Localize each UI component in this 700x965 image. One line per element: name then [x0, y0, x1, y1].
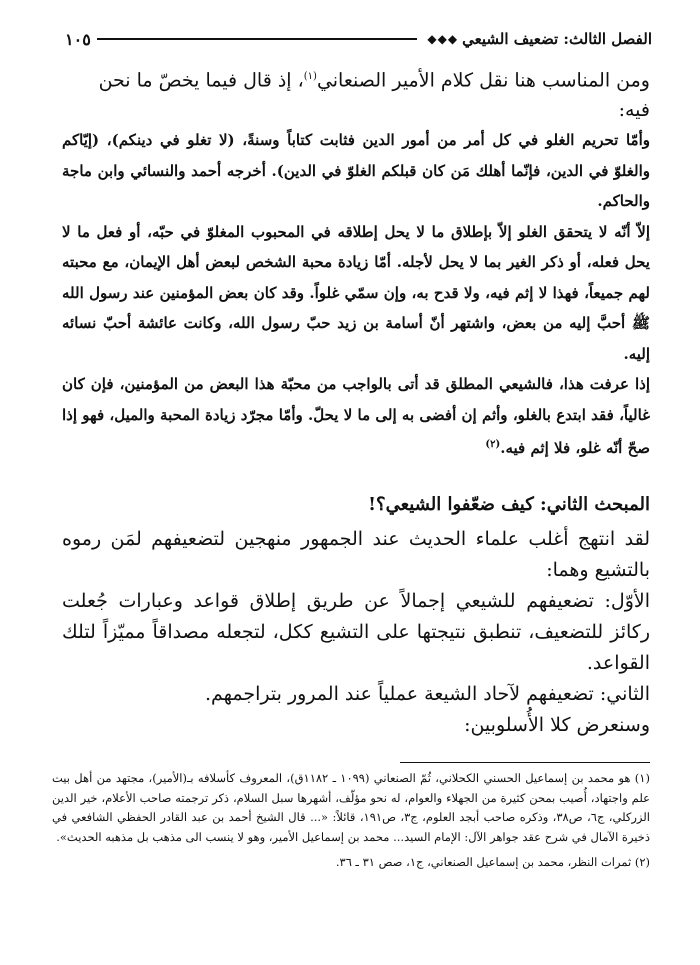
section-paragraph-1: لقد انتهج أغلب علماء الحديث عند الجمهور منهجين لتضعيفهم لمَن رموه بالتشيع وهما:: [62, 527, 650, 581]
section-paragraph-3: الثاني: تضعيفهم لآحاد الشيعة عملياً عند المرور بتراجمهم.: [204, 682, 650, 705]
quote-paragraph-3-text: إذا عرفت هذا، فالشيعي المطلق قد أتى بالواجب من محبّة هذا البعض من المؤمنين، فإن كان غالياً، فقد ابتدع بالغلو، وأثم إن أفضى به إلى ما لا يحلّ. وأمّا مجرّد زيادة المحبة والميل، فهو إذا صحّ أنّه غلو، فلا إثم فيه.: [62, 375, 650, 458]
section-paragraph-2: الأوّل: تضعيفهم للشيعي إجمالاً عن طريق إطلاق قواعد وعبارات جُعلت ركائز للتضعيف، تنطبق نتيجتها على التشيع ككل، لتجعله مصداقاً مميّزاً لتلك القواعد.: [62, 589, 650, 674]
footnote-2: (٢) ثمرات النظر، محمد بن إسماعيل الصنعاني، ج١، صص ٣١ ـ ٣٦.: [335, 855, 650, 869]
chapter-title: الفصل الثالث: تضعيف الشيعي: [462, 30, 652, 48]
quote-paragraph-1: وأمّا تحريم الغلو في كل أمر من أمور الدين فثابت كتاباً وسنةً، (لا تغلو في دينكم)، (إيّاكم والغلوّ في الدين، فإنّما أهلك مَن كان قبلكم الغلوّ في الدين). أخرجه أحمد والنسائي وابن ماجة والحاكم.: [62, 131, 650, 211]
intro-text-end: ، إذ قال فيما يخصّ ما نحن فيه:: [98, 69, 650, 122]
section-body: [62, 524, 650, 741]
footnotes: [52, 762, 650, 873]
diamond-ornament-icon: ◆◆◆: [427, 32, 459, 46]
page-body: [62, 62, 650, 741]
section-paragraph-4: وسنعرض كلا الأُسلوبين:: [464, 713, 650, 736]
quote-paragraph-3: [62, 369, 650, 464]
intro-paragraph: [62, 62, 650, 125]
footnote-1: (١) هو محمد بن إسماعيل الحسني الكحلاني، ثُمّ الصنعاني (١٠٩٩ ـ ١١٨٢ق)، المعروف كأسلافه بـ(الأمير)، مجتهد من أهل بيت علم واجتهاد، أُصيب بمحن كثيرة من الجهلاء والعوام، له نحو مؤلّف، أشهرها سبل السلام، ذكر ترجمته صاحب الأعلام، خير الدين الزركلي، ج٦، ص٣٨، وذكره صاحب أبجد العلوم، ج٣، ص١٩١، قائلاً: «... قال الشيخ أحمد بن عبد القادر الحفظي الشافعي في ذخيرة الآمال في شرح عقد جواهر الآل: الإمام السيد... محمد بن إسماعيل الأمير، وهو لا ينسب الى مذهب بل مذهبه الحديث».: [52, 771, 650, 844]
section-heading: المبحث الثاني: كيف ضعّفوا الشيعي؟!: [368, 493, 650, 515]
footnote-ref-2[interactable]: (٢): [485, 439, 501, 451]
running-header: [65, 28, 652, 50]
header-rule: [97, 38, 418, 40]
quote-paragraph-2: إلاّ أنّه لا يتحقق الغلو إلاّ بإطلاق ما لا يحل إطلاقه في المحبوب المغلوّ في حبّه، أو فعل ما لا يحل فعله، أو ذكر الغير بما لا يحل لأجله. أمّا زيادة محبة الشخص لبعض أهل الإيمان، مع محبته لهم جميعاً، فهذا لا إثم فيه، ولا قدح به، وإن سمّي غلواً. وقد كان بعض المؤمنين عند رسول الله ﷺ أحبَّ إليه من بعض، واشتهر أنّ أسامة بن زيد حبّ رسول الله، وكانت عائشة أحبّ نسائه إليه.: [62, 222, 650, 363]
footnote-rule: [400, 762, 650, 763]
intro-text: ومن المناسب هنا نقل كلام الأمير الصنعاني: [316, 69, 650, 92]
footnote-ref-1[interactable]: (١): [303, 71, 317, 82]
page-number: ١٠٥: [65, 29, 91, 49]
quotation-block: [62, 125, 650, 464]
